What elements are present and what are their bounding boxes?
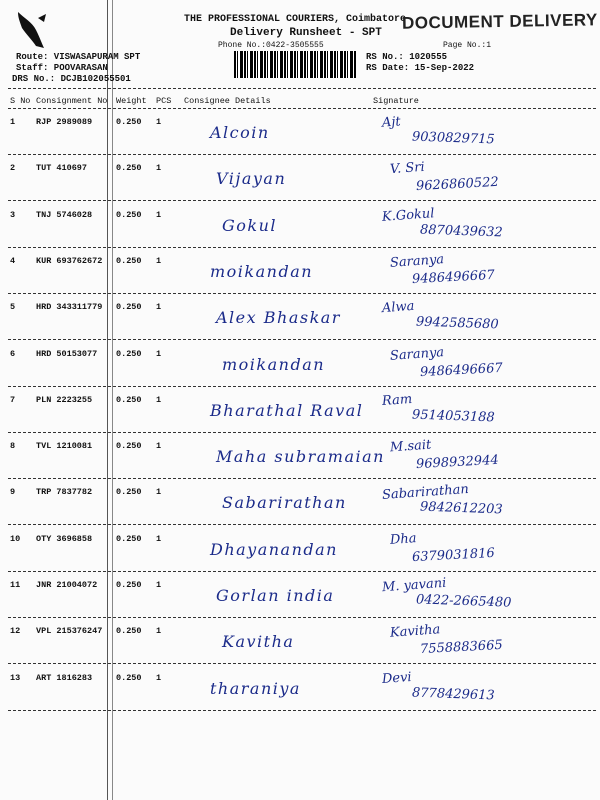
row-weight: 0.250	[116, 441, 142, 451]
row-sno: 7	[10, 395, 16, 405]
row-divider	[8, 386, 596, 387]
row-pcs: 1	[156, 673, 162, 683]
row-signature: Devi	[381, 669, 413, 688]
col-pcs: PCS	[156, 96, 172, 106]
row-divider	[8, 432, 596, 433]
row-sno: 3	[10, 210, 16, 220]
row-signature: Dha	[389, 531, 418, 548]
row-sno: 6	[10, 349, 16, 359]
scan-line	[107, 0, 108, 800]
row-weight: 0.250	[116, 487, 142, 497]
row-consignment-no: PLN 2223255	[36, 395, 93, 405]
row-consignee-name: Maha subramaian	[216, 447, 385, 466]
row-weight: 0.250	[116, 395, 142, 405]
row-divider	[8, 710, 596, 711]
row-sno: 2	[10, 163, 16, 173]
row-signature: Saranya	[389, 252, 445, 271]
row-divider	[8, 617, 596, 618]
page-number: Page No.:1	[443, 41, 492, 50]
row-consignee-name: Gorlan india	[216, 586, 335, 605]
col-weight: Weight	[116, 96, 147, 106]
rs-date: RS Date: 15-Sep-2022	[366, 63, 475, 73]
row-signature: Ajt	[381, 114, 402, 131]
row-phone: 9030829715	[411, 129, 495, 148]
row-signature: Saranya	[389, 345, 445, 364]
row-consignee-name: Alex Bhaskar	[216, 308, 341, 327]
row-consignment-no: HRD 50153077	[36, 349, 98, 359]
row-phone: 9514053188	[411, 407, 495, 426]
row-consignment-no: ART 1816283	[36, 673, 93, 683]
row-consignment-no: VPL 215376247	[36, 626, 103, 636]
divider	[8, 88, 596, 89]
row-sno: 5	[10, 302, 16, 312]
row-phone: 9486496667	[411, 267, 496, 288]
row-pcs: 1	[156, 580, 162, 590]
row-pcs: 1	[156, 117, 162, 127]
row-phone: 7558883665	[419, 637, 504, 658]
row-divider	[8, 339, 596, 340]
row-signature: M.sait	[389, 437, 432, 456]
row-phone: 8778429613	[411, 685, 495, 704]
rs-number: RS No.: 1020555	[366, 52, 448, 62]
row-weight: 0.250	[116, 256, 142, 266]
row-pcs: 1	[156, 626, 162, 636]
row-pcs: 1	[156, 487, 162, 497]
row-pcs: 1	[156, 441, 162, 451]
row-consignment-no: TRP 7837782	[36, 487, 93, 497]
row-signature: M. yavani	[381, 575, 447, 596]
document-delivery-stamp: DOCUMENT DELIVERY	[401, 10, 598, 33]
row-consignment-no: JNR 21004072	[36, 580, 98, 590]
row-sno: 8	[10, 441, 16, 451]
row-consignee-name: Dhayanandan	[210, 540, 338, 559]
row-pcs: 1	[156, 163, 162, 173]
row-pcs: 1	[156, 395, 162, 405]
row-consignee-name: Alcoin	[210, 123, 270, 142]
row-consignment-no: KUR 693762672	[36, 256, 103, 266]
row-divider	[8, 247, 596, 248]
row-divider	[8, 293, 596, 294]
row-consignee-name: moikandan	[210, 262, 314, 281]
row-sno: 11	[10, 580, 21, 590]
row-weight: 0.250	[116, 534, 142, 544]
row-phone: 0422-2665480	[415, 592, 512, 611]
row-consignment-no: HRD 343311779	[36, 302, 103, 312]
row-sno: 9	[10, 487, 16, 497]
row-weight: 0.250	[116, 302, 142, 312]
row-consignment-no: TNJ 5746028	[36, 210, 93, 220]
row-consignee-name: Sabarirathan	[222, 493, 347, 512]
row-divider	[8, 663, 596, 664]
runsheet-title: Delivery Runsheet - SPT	[230, 27, 382, 39]
row-pcs: 1	[156, 302, 162, 312]
phone-number: Phone No.:0422-3505555	[218, 41, 324, 50]
row-sno: 1	[10, 117, 16, 127]
row-phone: 9486496667	[419, 360, 504, 381]
row-consignee-name: tharaniya	[210, 679, 301, 698]
bird-logo	[14, 8, 50, 50]
row-signature: K.Gokul	[381, 206, 435, 225]
row-consignment-no: OTY 3696858	[36, 534, 93, 544]
row-weight: 0.250	[116, 117, 142, 127]
scan-line	[112, 0, 113, 800]
col-sno: S No	[10, 96, 31, 106]
col-consignee: Consignee Details	[184, 96, 271, 106]
row-divider	[8, 524, 596, 525]
row-phone: 9942585680	[415, 314, 499, 333]
row-consignee-name: Kavitha	[222, 632, 295, 651]
col-signature: Signature	[373, 96, 419, 106]
row-consignee-name: Vijayan	[216, 169, 287, 188]
row-weight: 0.250	[116, 210, 142, 220]
row-pcs: 1	[156, 210, 162, 220]
row-sno: 12	[10, 626, 21, 636]
row-weight: 0.250	[116, 626, 142, 636]
row-divider	[8, 571, 596, 572]
row-consignee-name: Gokul	[222, 216, 278, 235]
staff-label: Staff: POOVARASAN	[16, 63, 108, 73]
row-consignee-name: moikandan	[222, 355, 326, 374]
drs-number: DRS No.: DCJB102055501	[12, 74, 131, 84]
route-label: Route: VISWASAPURAM SPT	[16, 52, 141, 62]
row-pcs: 1	[156, 256, 162, 266]
row-divider	[8, 200, 596, 201]
company-name: THE PROFESSIONAL COURIERS, Coimbatore	[184, 14, 407, 25]
divider	[8, 108, 596, 109]
row-weight: 0.250	[116, 349, 142, 359]
row-phone: 9698932944	[415, 452, 500, 473]
row-signature: Alwa	[381, 298, 415, 317]
row-pcs: 1	[156, 349, 162, 359]
row-consignment-no: RJP 2989089	[36, 117, 93, 127]
row-signature: V. Sri	[389, 159, 426, 178]
row-phone: 6379031816	[411, 545, 496, 566]
barcode	[234, 51, 356, 78]
row-weight: 0.250	[116, 673, 142, 683]
row-signature: Sabarirathan	[381, 481, 470, 504]
row-phone: 9626860522	[415, 174, 500, 195]
row-sno: 10	[10, 534, 21, 544]
row-signature: Ram	[381, 391, 413, 410]
row-sno: 13	[10, 673, 21, 683]
row-phone: 8870439632	[419, 222, 503, 241]
col-consignment: Consignment No	[36, 96, 108, 106]
row-divider	[8, 154, 596, 155]
row-divider	[8, 478, 596, 479]
row-consignee-name: Bharathal Raval	[210, 401, 364, 420]
row-consignment-no: TUT 410697	[36, 163, 88, 173]
row-weight: 0.250	[116, 580, 142, 590]
row-signature: Kavitha	[389, 622, 441, 641]
row-consignment-no: TVL 1210081	[36, 441, 93, 451]
row-weight: 0.250	[116, 163, 142, 173]
row-phone: 9842612203	[419, 499, 503, 518]
row-sno: 4	[10, 256, 16, 266]
row-pcs: 1	[156, 534, 162, 544]
